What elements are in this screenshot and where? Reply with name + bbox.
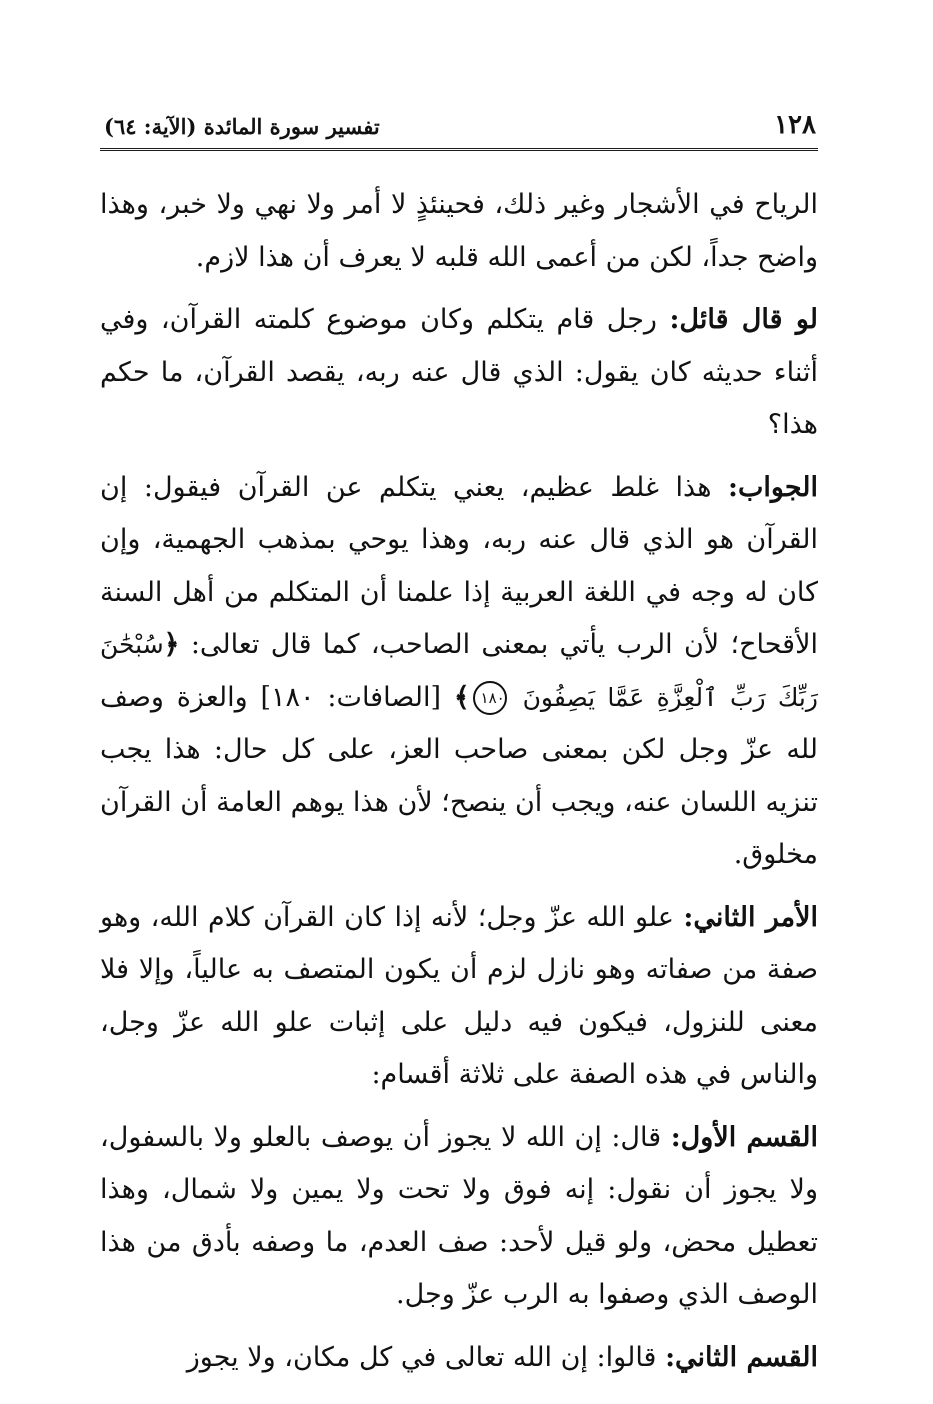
paragraph-label: الجواب: xyxy=(727,471,818,503)
paragraph-text: هذا غلط عظيم، يعني يتكلم عن القرآن فيقول: إن القرآن هو الذي قال عنه ربه، وهذا يوحي بمذهب الجهمية، وإن كان له وجه في اللغة العربية إذا علمنا أن المتكلم من أهل السنة الأقحاح؛ لأن الرب يأتي بمعنى الصاحب، كما قال تعالى: xyxy=(100,471,818,660)
paragraph-6 xyxy=(100,1332,818,1385)
paragraph-5 xyxy=(100,1112,818,1322)
paragraph-2 xyxy=(100,294,818,452)
ayah-number-marker: ١٨٠ xyxy=(473,681,507,715)
paragraph-text: والعزة وصف لله عزّ وجل لكن بمعنى صاحب العز، على كل حال: هذا يجب تنزيه اللسان عنه، ويجب أن ينصح؛ لأن هذا يوهم العامة أن القرآن مخلوق. xyxy=(100,681,818,870)
paragraph-text: قالوا: إن الله تعالى في كل مكان، ولا يجوز xyxy=(186,1341,657,1373)
quran-bracket-close: ﴾ xyxy=(453,681,470,713)
paragraph-text: علو الله عزّ وجل؛ لأنه إذا كان القرآن كلام الله، وهو صفة من صفاته وهو نازل لزم أن يكون المتصف به عالياً، وإلا فلا معنى للنزول، فيكون فيه دليل على إثبات علو الله عزّ وجل، والناس في هذه الصفة على ثلاثة أقسام: xyxy=(100,901,818,1090)
page-header xyxy=(100,108,818,151)
quran-reference: [الصافات: ١٨٠] xyxy=(260,681,441,713)
quran-verse: سُبْحَٰنَ رَبِّكَ رَبِّ ٱلْعِزَّةِ عَمَّا يَصِفُونَ xyxy=(100,630,818,712)
paragraph-4 xyxy=(100,892,818,1102)
paragraph-3 xyxy=(100,462,818,882)
paragraph-label: القسم الأول: xyxy=(670,1121,818,1153)
paragraph-label: الأمر الثاني: xyxy=(683,901,818,933)
paragraph-label: لو قال قائل: xyxy=(669,304,819,335)
paragraph-1 xyxy=(100,179,818,284)
page-body xyxy=(100,179,818,1384)
paragraph-label: القسم الثاني: xyxy=(665,1341,818,1373)
paragraph-text: الرياح في الأشجار وغير ذلك، فحينئذٍ لا أمر ولا نهي ولا خبر، وهذا واضح جداً، لكن من أعمى الله قلبه لا يعرف أن هذا لازم. xyxy=(100,189,818,273)
page-number: ١٢٨ xyxy=(774,110,816,140)
book-page xyxy=(100,108,818,1394)
running-title: تفسير سورة المائدة (الآية: ٦٤) xyxy=(104,114,380,139)
paragraph-text: قال: إن الله لا يجوز أن يوصف بالعلو ولا بالسفول، ولا يجوز أن نقول: إنه فوق ولا تحت ولا يمين ولا شمال، وهذا تعطيل محض، ولو قيل لأحد: صف العدم، ما وصفه بأدق من هذا الوصف الذي وصفوا به الرب عزّ وجل. xyxy=(100,1121,818,1310)
quran-bracket-open: ﴿ xyxy=(163,629,180,660)
paragraph-text: رجل قام يتكلم وكان موضوع كلمته القرآن، وفي أثناء حديثه كان يقول: الذي قال عنه ربه، يقصد القرآن، ما حكم هذا؟ xyxy=(100,304,818,440)
